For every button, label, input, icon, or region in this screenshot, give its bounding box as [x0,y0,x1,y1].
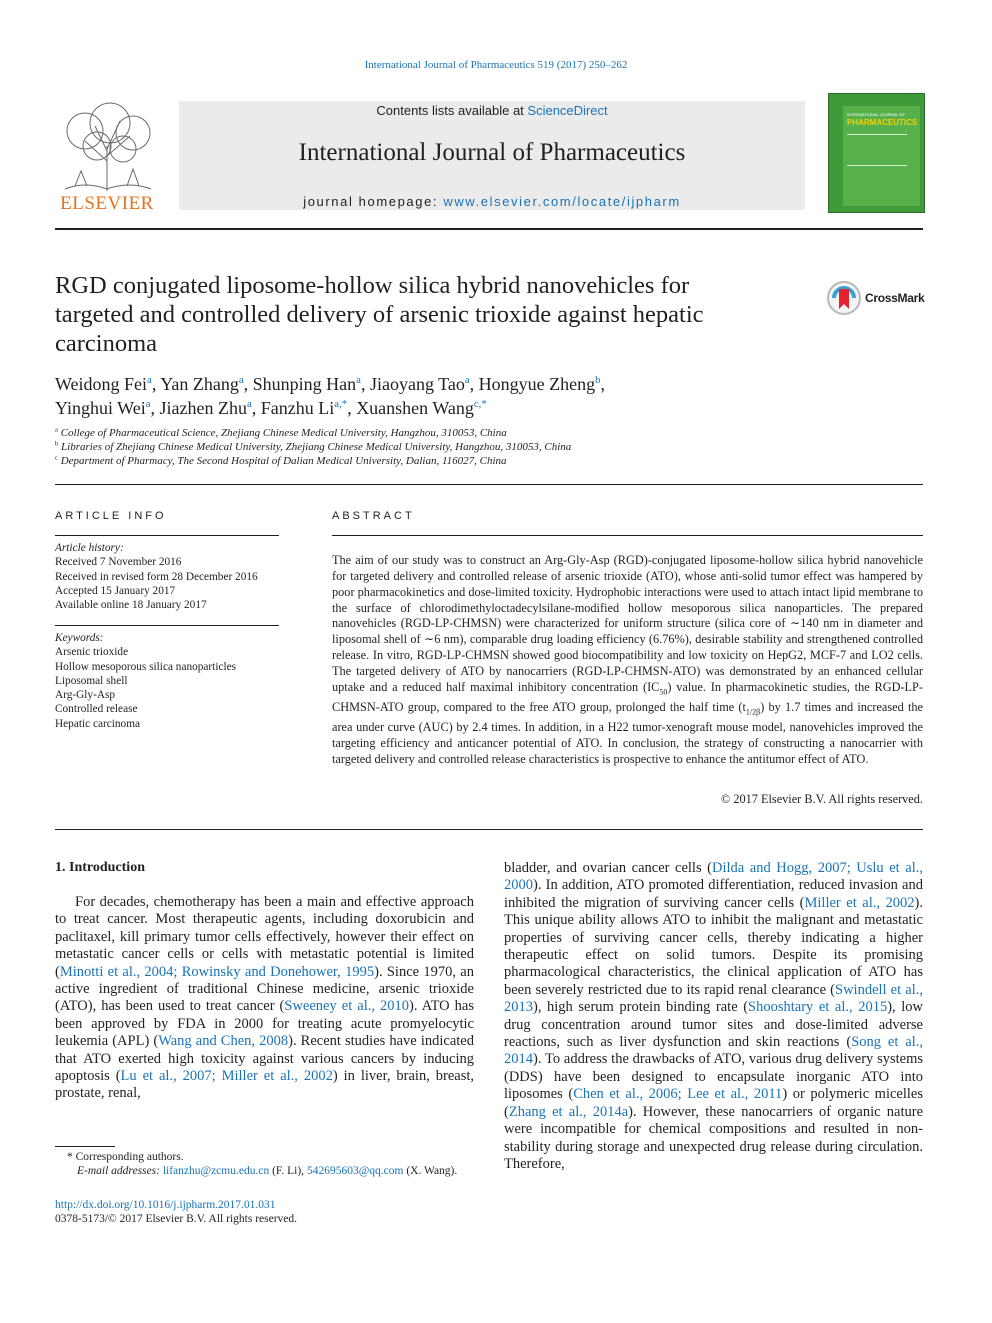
keywords-label: Keywords: [55,632,104,644]
author-name[interactable]: Weidong Fei [55,374,148,394]
journal-citation[interactable]: International Journal of Pharmaceutics 519 (2017) 250–262 [364,59,628,71]
title-line: RGD conjugated liposome-hollow silica hybrid nanovehicles for [55,272,690,299]
crossmark-badge[interactable] [826,280,926,316]
affiliation-text: College of Pharmaceutical Science, Zhejiang Chinese Medical University, Hangzhou, 310053, China [60,427,507,439]
affiliation-key: b [55,440,59,448]
author-name[interactable]: Xuanshen Wang [356,398,474,418]
article-history-label: Article history: [55,542,124,554]
author-affil-marker[interactable]: a [238,374,244,386]
cover-text-lines [847,134,907,166]
keywords-rule [55,625,279,626]
footnote-rule [55,1146,115,1147]
corresponding-footnote [55,1151,487,1163]
author-affil-marker[interactable]: a,* [334,398,348,410]
history-entry: Available online 18 January 2017 [55,599,207,612]
affiliation [55,427,815,439]
author-separator: , [251,398,261,418]
citation-link[interactable]: Chen et al., 2006; Lee et al., 2011 [573,1086,783,1103]
abstract-copyright: © 2017 Elsevier B.V. All rights reserved. [720,792,923,806]
email-owner: (F. Li), [269,1165,307,1177]
author-affil-marker[interactable]: c,* [473,398,487,410]
citation-link[interactable]: Minotti et al., 2004; Rowinsky and Donehower, 1995 [59,963,375,980]
keyword: Hollow mesoporous silica nanoparticles [55,660,237,673]
author-affil-marker[interactable]: a [356,374,361,386]
body-text: ). In addition, ATO promoted differentiation, reduced invasion and inhibited the migration of surviving cancer cells ( [504,877,923,911]
author-list [55,372,815,420]
email-owner: (X. Wang). [403,1165,458,1177]
author-name[interactable]: Jiaoyang Tao [369,374,465,394]
body-text: ). To address the drawbacks of ATO, various drug delivery systems (DDS) have been designed to encapsulate inorganic ATO into liposomes ( [504,1051,923,1103]
cover-title-small: INTERNATIONAL JOURNAL OF [847,112,905,117]
abstract-part: ) value. In pharmacokinetic studies, the RGD-LP-CHMSN-ATO group, compared to the free ATO group, prolonged the half time (t [332,679,923,715]
affiliation-text: Libraries of Zhejiang Chinese Medical University, Zhejiang Chinese Medical University, Hangzhou, 310053, China [61,441,572,453]
keyword: Hepatic carcinoma [55,717,140,730]
body-text: ). ATO has been approved by FDA in 2000 for treating acute promyelocytic leukemia (APL) ( [55,998,474,1050]
intro-paragraph [504,860,923,1173]
doi-link[interactable] [55,1199,276,1211]
citation-link[interactable]: Swindell et al., 2013 [504,981,923,1016]
body-text: ). Since 1970, an active ingredient of traditional Chinese medicine, arsenic trioxide (ATO), has been used to treat cancer ( [55,963,474,1015]
keywords-block [55,631,280,731]
abstract-heading: ABSTRACT [332,510,415,522]
intro-paragraph [55,894,474,1103]
citation-link[interactable]: Sweeney et al., 2010 [284,998,410,1015]
author-separator: , [150,398,160,418]
author-affil-marker[interactable]: a [147,374,152,386]
header-rule [55,228,923,230]
author-separator: , [243,374,253,394]
author-name[interactable]: Hongyue Zheng [478,374,596,394]
body-text: ) or polymeric micelles ( [504,1086,923,1120]
abstract-subscript: 50 [659,687,668,697]
abstract-subscript: 1/2β [745,707,761,717]
citation-link[interactable]: Wang and Chen, 2008 [158,1033,289,1050]
title-line: carcinoma [55,330,158,357]
keyword: Arg-Gly-Asp [55,689,116,702]
email-label: E-mail addresses: [77,1165,163,1177]
elsevier-wordmark: ELSEVIER [60,193,154,214]
author-affil-marker[interactable]: b [595,374,601,386]
abstract-part: The aim of our study was to construct an Arg-Gly-Asp (RGD)-conjugated liposome-hollow silica hybrid nanovehicle for targeted delivery and controlled release of arsenic trioxide (ATO), whose anti-solid tumor effect was hampered by poor pharmacokinetics and dose-limited toxicity. Hydrophobic interactions were used to attach intact lipid membrane to the surface of chlorodimethyloctadecylsilane-modified hollow mesoporous silica nanoparticles. The prepared nanovehicles (RGD-LP-CHMSN) were characterized for uniform structure (silica core of ∼140 nm in diameter and liposomal shell of ∼6 nm), comparable drug loading efficiency (6.76%), desirable stability and strengthened controlled release. In vitro, RGD-LP-CHMSN showed good biocompatibility and low toxicity on HepG2, MCF-7 and LO2 cells. The targeted delivery of ATO by nanocarriers (RGD-LP-CHMSN-ATO) was demonstrated by an enhanced cellular uptake and a reduced half maximal inhibitory concentration (IC [332,553,923,694]
contents-availability [179,103,805,118]
contents-prefix: Contents lists available at [376,103,528,118]
author-separator: , [151,374,161,394]
title-line: targeted and controlled delivery of arsenic trioxide against hepatic [55,301,704,328]
cover-title-big: PHARMACEUTICS [847,118,918,127]
citation-link[interactable]: Shooshtary et al., 2015 [748,999,888,1016]
introduction-heading: 1. Introduction [55,860,145,875]
crossmark-label: CrossMark [865,291,925,305]
author-name[interactable]: Jiazhen Zhu [159,398,247,418]
footnote-corresponding: Corresponding authors. [75,1151,184,1163]
sciencedirect-link[interactable]: ScienceDirect [527,103,608,118]
author-name[interactable]: Shunping Han [252,374,357,394]
citation-link[interactable]: Lu et al., 2007; Miller et al., 2002 [120,1068,333,1085]
affiliation-text: Department of Pharmacy, The Second Hospital of Dalian Medical University, Dalian, 116027, China [60,455,507,467]
email-link[interactable]: 542695603@qq.com [306,1165,404,1177]
article-info-rule [55,535,279,536]
author-separator: , [469,374,479,394]
author-name[interactable]: Fanzhu Li [260,398,335,418]
keyword: Controlled release [55,703,138,716]
author-separator: , [600,374,606,394]
author-affil-marker[interactable]: a [145,398,151,410]
keyword: Arsenic trioxide [55,646,129,659]
body-text: ) in liver, brain, breast, prostate, renal, [55,1068,474,1102]
author-name[interactable]: Yan Zhang [160,374,239,394]
abstract-bottom-rule [55,829,923,830]
author-affil-marker[interactable]: a [247,398,252,410]
journal-cover[interactable] [828,93,925,213]
email-link[interactable]: lifanzhu@zcmu.edu.cn [162,1165,270,1177]
author-name[interactable]: Yinghui Wei [55,398,146,418]
history-entry: Received 7 November 2016 [55,556,182,569]
author-separator: , [360,374,370,394]
author-affil-marker[interactable]: a [464,374,470,386]
info-top-rule [55,484,923,485]
citation-link[interactable]: Miller et al., 2002 [804,894,915,911]
author-separator: , [347,398,357,418]
article-history [55,541,280,612]
footnote-marker: * [67,1151,73,1163]
journal-name: International Journal of Pharmaceutics [298,139,686,166]
abstract-part: ) by 1.7 times and increased the area under curve (AUC) by 2.4 times. In addition, in a H22 tumor-xenograft mouse model, nanovehicles improved the targeting efficiency and anticancer potential of ATO. In conclusion, the strategy of constructing a nanocarrier with targeted delivery and controlled release characteristics is prospective to enhance the antitumor effect of ATO. [332,700,923,767]
affiliation [55,455,815,467]
body-text: ), high serum protein binding rate ( [533,999,749,1016]
article-info-heading: ARTICLE INFO [55,510,167,522]
affiliation [55,441,815,453]
citation-link[interactable]: Dilda and Hogg, 2007; Uslu et al., 2000 [504,860,923,894]
citation-link[interactable]: Zhang et al., 2014a [508,1103,629,1120]
doi-url[interactable]: http://dx.doi.org/10.1016/j.ijpharm.2017.01.031 [55,1199,276,1211]
body-text: bladder, and ovarian cancer cells ( [504,860,712,876]
citation-link[interactable]: Song et al., 2014 [504,1034,923,1068]
abstract-rule [332,535,923,536]
affiliation-key: c [55,454,58,462]
history-entry: Received in revised form 28 December 2016 [55,570,258,583]
email-footnote [55,1165,497,1177]
elsevier-logo[interactable] [55,101,159,213]
intro-column-left [55,894,474,1103]
journal-homepage [179,194,805,209]
body-text: ). Recent studies have indicated that ATO exerted high toxicity against various cancers by inducing apoptosis ( [55,1033,474,1085]
body-text: For decades, chemotherapy has been a main and effective approach to treat cancer. Most therapeutic agents, including doxorubicin and paclitaxel, kill primary tumor cells effectively, however their effect on metastatic cancer cells or cells with metastatic potential is limited ( [55,894,474,980]
crossmark-icon [826,280,862,316]
abstract-text [332,553,923,768]
homepage-link[interactable]: www.elsevier.com/locate/ijpharm [443,194,681,209]
issn-line: 0378-5173/© 2017 Elsevier B.V. All rights reserved. [55,1213,298,1225]
history-entry: Accepted 15 January 2017 [55,584,176,597]
article-title [55,271,815,358]
keyword: Liposomal shell [55,674,128,687]
body-text: ), low drug concentration around tumor sites and dose-limited adverse reactions, such as liver dysfunction and skin reactions ( [504,999,923,1051]
affiliation-key: a [55,426,58,434]
body-text: ). This unique ability allows ATO to inhibit the malignant and metastatic properties of surviving cancer cells, thereby indicating a higher therapeutic effect on solid tumors. Despite its promising pharmacological characteristics, the clinical application of ATO has been severely restricted due to its rapid renal clearance ( [504,894,924,998]
elsevier-tree-icon [55,101,159,193]
body-text: ). However, these nanocarriers of organic nature were incompatible for chemical compositions and resulted in non-stability during storage and unexpected drug release during circulation. Therefore, [504,1103,923,1172]
homepage-prefix: journal homepage: [303,194,444,209]
intro-column-right [504,860,923,1173]
